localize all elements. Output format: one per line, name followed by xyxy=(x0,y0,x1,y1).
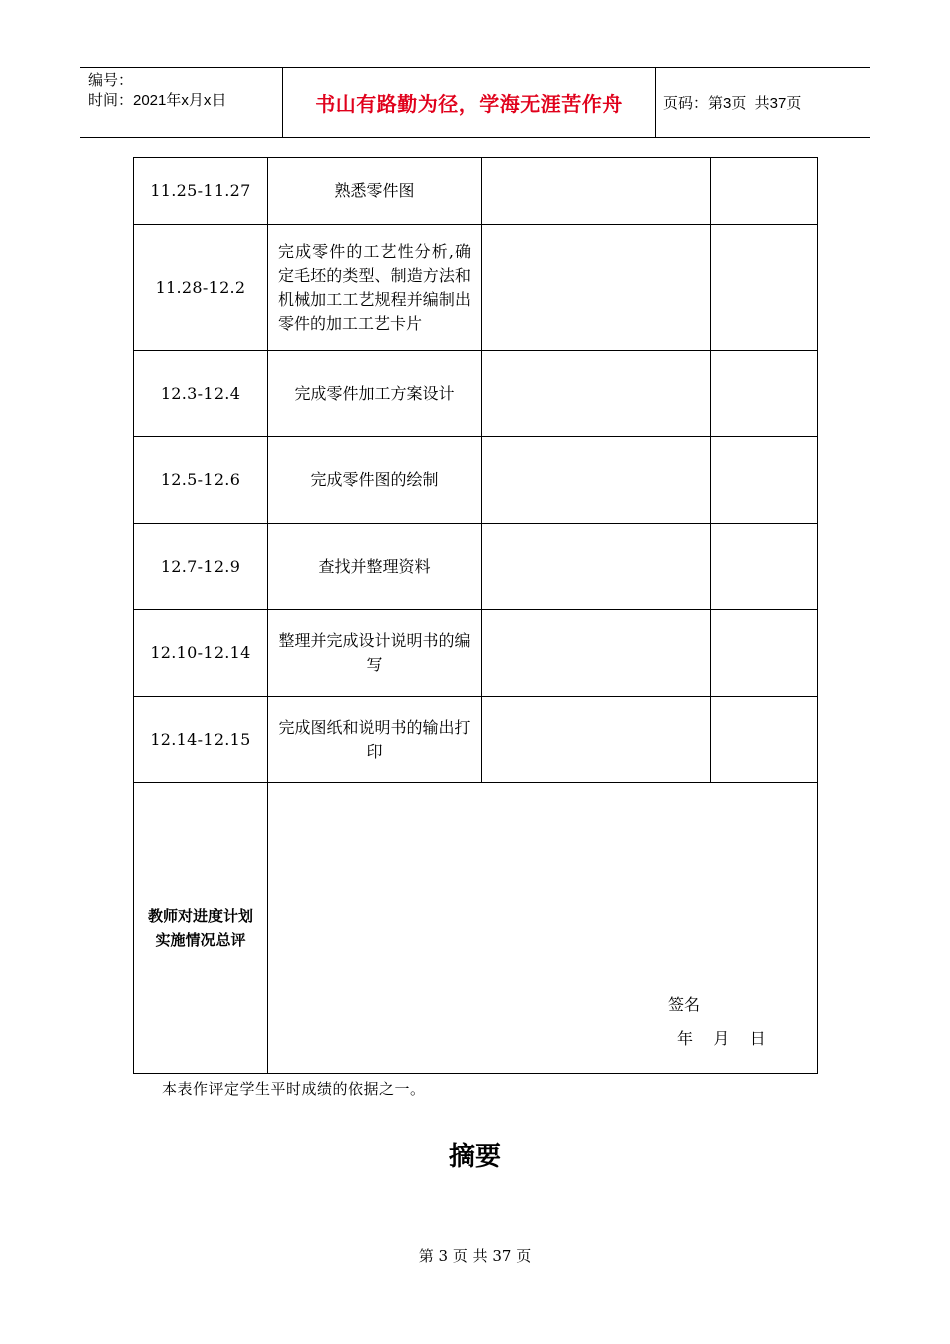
header-meta xyxy=(88,71,226,111)
row-empty-cell xyxy=(711,437,818,524)
table-row xyxy=(134,610,818,697)
row-empty-cell xyxy=(482,437,711,524)
table-row xyxy=(134,351,818,437)
pager-text: 页码：第3页 共37页 xyxy=(663,95,802,112)
row-date: 12.10-12.14 xyxy=(134,610,268,697)
schedule-table xyxy=(133,157,818,1074)
row-empty-cell xyxy=(482,697,711,783)
row-empty-cell xyxy=(711,610,818,697)
row-empty-cell xyxy=(711,225,818,351)
table-row xyxy=(134,225,818,351)
row-empty-cell xyxy=(711,351,818,437)
row-empty-cell xyxy=(482,158,711,225)
row-empty-cell xyxy=(482,225,711,351)
section-title: 摘要 xyxy=(448,1142,501,1172)
row-empty-cell xyxy=(711,697,818,783)
row-date: 12.14-12.15 xyxy=(134,697,268,783)
row-date: 11.25-11.27 xyxy=(134,158,268,225)
evaluation-row xyxy=(134,783,818,1074)
row-empty-cell xyxy=(482,610,711,697)
evaluation-box xyxy=(268,783,818,1074)
row-empty-cell xyxy=(711,158,818,225)
row-task: 查找并整理资料 xyxy=(268,524,482,610)
row-task: 完成零件图的绘制 xyxy=(268,437,482,524)
page-header xyxy=(80,67,870,138)
table-footnote: 本表作评定学生平时成绩的依据之一。 xyxy=(162,1080,426,1098)
header-pager xyxy=(663,68,868,137)
table-row xyxy=(134,697,818,783)
row-task: 完成图纸和说明书的输出打印 xyxy=(268,697,482,783)
row-task: 完成零件的工艺性分析,确定毛坯的类型、制造方法和机械加工工艺规程并编制出零件的加工工艺卡片 xyxy=(268,225,482,351)
row-empty-cell xyxy=(711,524,818,610)
row-date: 12.3-12.4 xyxy=(134,351,268,437)
signature-label: 签名 xyxy=(668,995,701,1014)
evaluation-label: 教师对进度计划实施情况总评 xyxy=(134,783,268,1074)
header-divider xyxy=(655,68,656,137)
row-date: 11.28-12.2 xyxy=(134,225,268,351)
row-empty-cell xyxy=(482,351,711,437)
serial-label: 编号： xyxy=(88,72,134,89)
row-task: 完成零件加工方案设计 xyxy=(268,351,482,437)
header-motto: 书山有路勤为径，学海无涯苦作舟 xyxy=(315,92,623,116)
row-date: 12.5-12.6 xyxy=(134,437,268,524)
table-row xyxy=(134,158,818,225)
date-label: 年 月 日 xyxy=(677,1029,766,1048)
time-label: 时间：2021年x月x日 xyxy=(88,92,227,109)
row-date: 12.7-12.9 xyxy=(134,524,268,610)
page-footer: 第 3 页 共 37 页 xyxy=(418,1247,532,1265)
table-row xyxy=(134,437,818,524)
row-empty-cell xyxy=(482,524,711,610)
row-task: 整理并完成设计说明书的编写 xyxy=(268,610,482,697)
table-row xyxy=(134,524,818,610)
row-task: 熟悉零件图 xyxy=(268,158,482,225)
